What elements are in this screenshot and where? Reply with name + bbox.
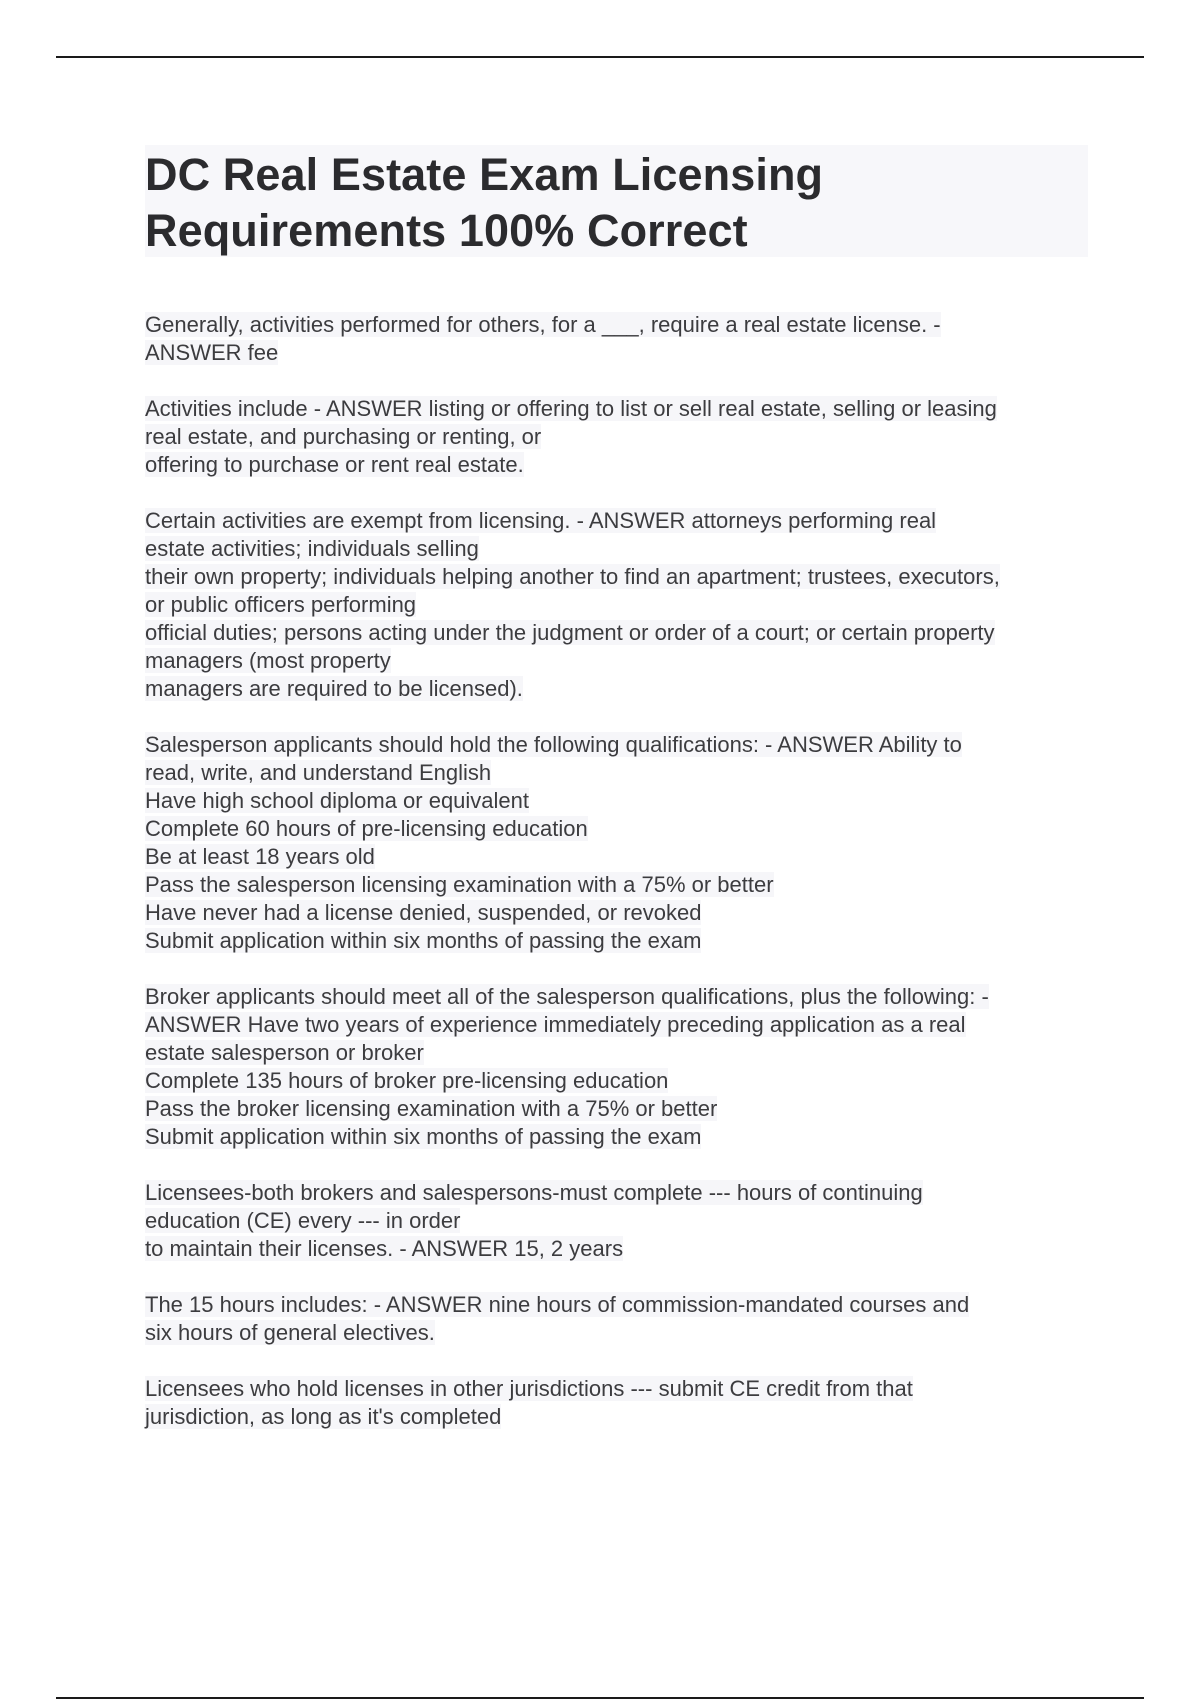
qa-entry-line [145,1403,1095,1431]
qa-entry-line [145,815,1095,843]
qa-entry-text: Licensees who hold licenses in other jurisdictions --- submit CE credit from that [145,1376,913,1401]
qa-entry-text: or public officers performing [145,592,417,617]
qa-entry-text: Broker applicants should meet all of the salesperson qualifications, plus the following: - [145,984,989,1009]
qa-entry-line [145,311,1095,339]
qa-entry-text: The 15 hours includes: - ANSWER nine hours of commission-mandated courses and [145,1292,970,1317]
qa-entry-text: Pass the salesperson licensing examination with a 75% or better [145,872,774,897]
document-title-line-2: Requirements 100% Correct [145,205,748,256]
qa-entry-text: Activities include - ANSWER listing or offering to list or sell real estate, selling or leasing [145,396,997,421]
qa-entry-text: Submit application within six months of passing the exam [145,1124,702,1149]
qa-entry-line [145,927,1095,955]
qa-entry-text: Complete 135 hours of broker pre-licensing education [145,1068,669,1093]
qa-entry-line [145,1291,1095,1319]
qa-entry-line [145,535,1095,563]
qa-entry-text: offering to purchase or rent real estate. [145,452,524,477]
qa-entry-text: Submit application within six months of passing the exam [145,928,702,953]
qa-entry-line [145,1235,1095,1263]
qa-entry [145,507,1095,703]
qa-entry-text: Pass the broker licensing examination with a 75% or better [145,1096,718,1121]
qa-entry-text: six hours of general electives. [145,1320,435,1345]
qa-entry-text: Salesperson applicants should hold the following qualifications: - ANSWER Ability to [145,732,962,757]
qa-entry-text: jurisdiction, as long as it's completed [145,1404,502,1429]
document-title [145,147,1088,259]
qa-entry-line [145,339,1095,367]
qa-entry [145,1375,1095,1431]
qa-entry-line [145,1067,1095,1095]
qa-entry-line [145,1123,1095,1151]
qa-entry-line [145,1375,1095,1403]
qa-entry-line [145,759,1095,787]
qa-entry-line [145,591,1095,619]
qa-entry-line [145,787,1095,815]
qa-list [145,311,1095,1459]
qa-entry-text: Have high school diploma or equivalent [145,788,530,813]
qa-entry [145,1291,1095,1347]
qa-entry [145,1179,1095,1263]
qa-entry-text: estate salesperson or broker [145,1040,424,1065]
qa-entry-line [145,563,1095,591]
qa-entry-line [145,647,1095,675]
qa-entry-line [145,1095,1095,1123]
qa-entry-text: Complete 60 hours of pre-licensing education [145,816,588,841]
qa-entry-line [145,1039,1095,1067]
qa-entry [145,395,1095,479]
qa-entry-line [145,451,1095,479]
qa-entry-line [145,675,1095,703]
qa-entry-line [145,731,1095,759]
qa-entry-line [145,871,1095,899]
qa-entry-line [145,1011,1095,1039]
qa-entry-text: ANSWER fee [145,340,279,365]
qa-entry-line [145,423,1095,451]
qa-entry-line [145,1207,1095,1235]
qa-entry-text: their own property; individuals helping another to find an apartment; trustees, executors, [145,564,1000,589]
qa-entry-text: Generally, activities performed for others, for a ___, require a real estate license. - [145,312,941,337]
qa-entry-text: education (CE) every --- in order [145,1208,461,1233]
qa-entry-text: ANSWER Have two years of experience immediately preceding application as a real [145,1012,966,1037]
qa-entry [145,731,1095,955]
qa-entry-text: managers are required to be licensed). [145,676,523,701]
qa-entry-line [145,619,1095,647]
qa-entry-text: to maintain their licenses. - ANSWER 15, 2 years [145,1236,624,1261]
qa-entry-line [145,1179,1095,1207]
qa-entry [145,311,1095,367]
qa-entry-text: estate activities; individuals selling [145,536,479,561]
title-block [145,145,1088,257]
document-title-line-1: DC Real Estate Exam Licensing [145,149,824,200]
qa-entry-line [145,843,1095,871]
qa-entry-line [145,983,1095,1011]
qa-entry-text: Have never had a license denied, suspended, or revoked [145,900,702,925]
qa-entry-text: official duties; persons acting under the judgment or order of a court; or certain property [145,620,995,645]
qa-entry-text: Licensees-both brokers and salespersons-must complete --- hours of continuing [145,1180,923,1205]
qa-entry-text: managers (most property [145,648,391,673]
qa-entry-line [145,395,1095,423]
qa-entry-text: real estate, and purchasing or renting, or [145,424,542,449]
qa-entry-line [145,507,1095,535]
qa-entry-line [145,899,1095,927]
qa-entry-text: Certain activities are exempt from licensing. - ANSWER attorneys performing real [145,508,937,533]
header-rule [56,56,1144,58]
qa-entry-text: read, write, and understand English [145,760,492,785]
qa-entry-text: Be at least 18 years old [145,844,375,869]
footer-rule [56,1697,1144,1699]
qa-entry [145,983,1095,1151]
qa-entry-line [145,1319,1095,1347]
